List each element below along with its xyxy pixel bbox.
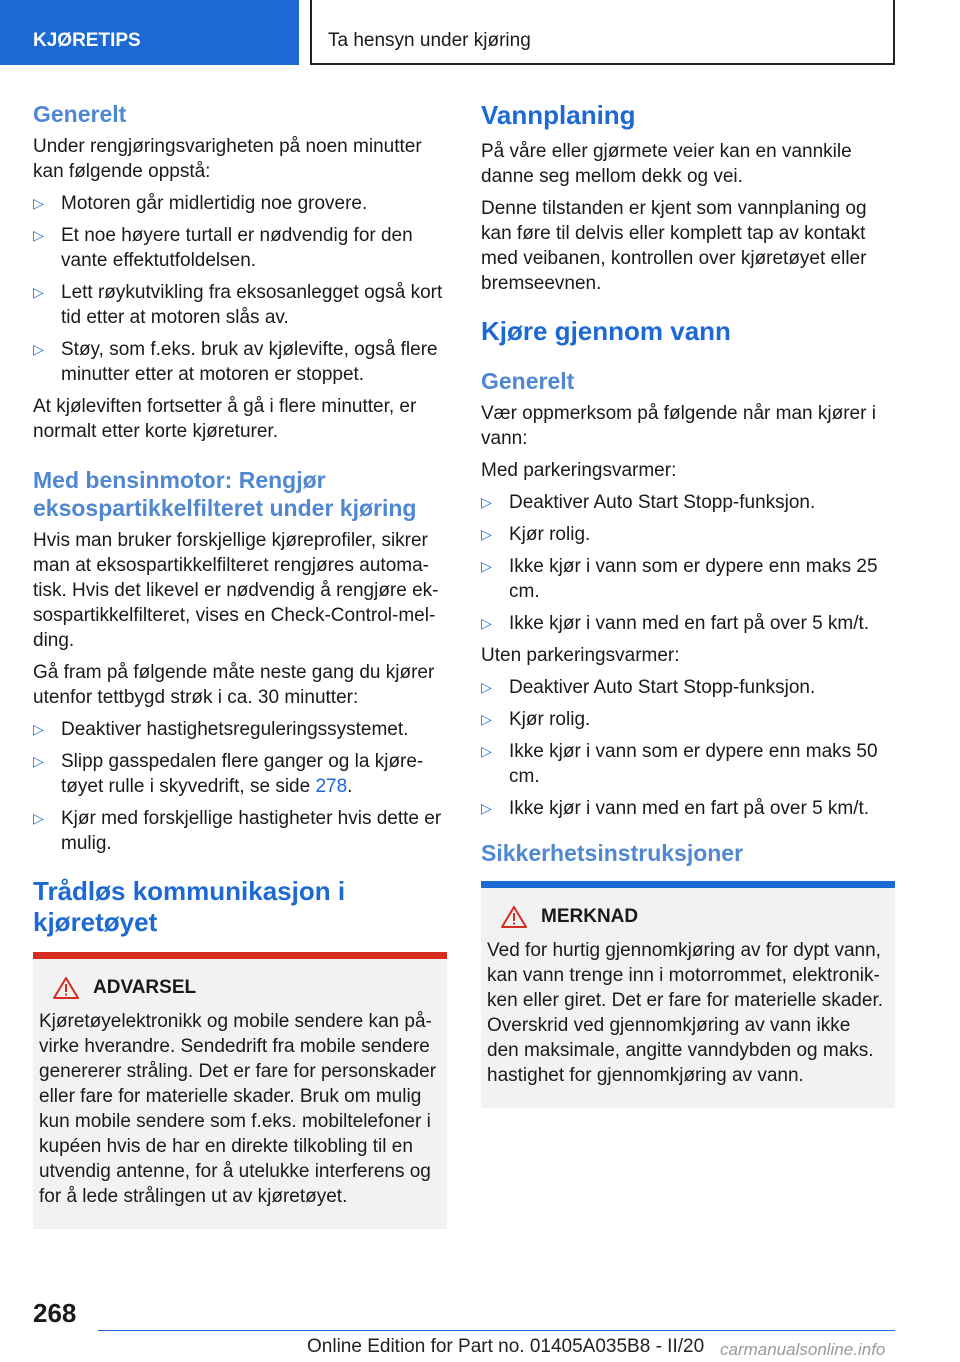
triangle-bullet-icon: ▷ bbox=[33, 810, 44, 826]
vannplaning-heading: Vannplaning bbox=[481, 100, 636, 130]
med-list bbox=[481, 490, 895, 636]
advarsel-header bbox=[39, 977, 439, 999]
list-item: ▷ Deaktiver Auto Start Stopp-funksjon. bbox=[481, 492, 816, 513]
bensin-paragraph-2: Gå fram på følgende måte neste gang du kjører utenfor tettbygd strøk i ca. 30 minutter: bbox=[33, 662, 435, 708]
list-item: ▷ Motoren går midlertidig noe grovere. bbox=[33, 193, 368, 214]
triangle-bullet-icon: ▷ bbox=[33, 227, 44, 243]
list-item: ▷ Kjør rolig. bbox=[481, 709, 591, 730]
right-column bbox=[481, 100, 895, 1108]
advarsel-text: Kjøretøyelektronikk og mobile sendere kan påvirke hverandre. Sendedrift fra mobile sendere genererer stråling. Det er fare for personskader eller fare for materielle skader. Bruk om mulig kun mobile sendere som f.eks. mobiltelefoner i kupéen hvis de har en direkte tilkobling til en utvendig antenne, for å utelukke interferens og for å lede strålingen ut av kjøretøyet. bbox=[39, 1011, 437, 1207]
list-item: ▷ Ikke kjør i vann som er dypere enn maks 25 cm. bbox=[481, 556, 878, 602]
triangle-bullet-icon: ▷ bbox=[33, 341, 44, 357]
list-item: ▷ Kjør rolig. bbox=[481, 524, 591, 545]
triangle-bullet-icon: ▷ bbox=[481, 558, 492, 574]
footer-divider bbox=[98, 1330, 895, 1331]
generelt-intro: Under rengjøringsvarigheten på noen minutter kan følgende oppstå: bbox=[33, 136, 422, 182]
vannplaning-paragraph-1: På våre eller gjørmete veier kan en vannkile danne seg mellom dekk og vei. bbox=[481, 141, 852, 187]
watermark: carmanualsonline.info bbox=[720, 1340, 886, 1359]
bensin-list bbox=[33, 717, 447, 856]
warning-triangle-icon bbox=[53, 977, 79, 999]
vann-generelt-heading: Generelt bbox=[481, 368, 575, 394]
page-number: 268 bbox=[33, 1298, 77, 1328]
vannplaning-paragraph-2: Denne tilstanden er kjent som vannplaning og kan føre til delvis eller komplett tap av kontakt med veibanen, kontrollen over kjøretøyet eller bremseevnen. bbox=[481, 198, 867, 294]
bensin-heading: Med bensinmotor: Rengjør eksospartikkelfilteret under kjøring bbox=[33, 467, 417, 521]
page-reference-link[interactable]: 278 bbox=[315, 776, 348, 797]
list-item: ▷ Ikke kjør i vann som er dypere enn maks 50 cm. bbox=[481, 741, 878, 787]
med-parkeringsvarmer-label: Med parkeringsvarmer: bbox=[481, 460, 677, 481]
generelt-outro: At kjøleviften fortsetter å gå i flere minutter, er normalt etter korte kjøreturer. bbox=[33, 396, 417, 442]
list-item: ▷ Kjør med forskjellige hastigheter hvis dette er mulig. bbox=[33, 808, 442, 854]
tradlos-heading: Trådløs kommunikasjon i kjøretøyet bbox=[33, 876, 346, 937]
page-header bbox=[310, 0, 895, 65]
warning-triangle-icon bbox=[501, 906, 527, 928]
vann-heading: Kjøre gjennom vann bbox=[481, 316, 731, 346]
vann-generelt-intro: Vær oppmerksom på følgende når man kjører i vann: bbox=[481, 403, 876, 449]
list-item: ▷ Slipp gasspedalen flere ganger og la kjøretøyet rulle i skyvedrift, se side 278. bbox=[33, 751, 424, 797]
section-tab bbox=[0, 0, 299, 65]
uten-parkeringsvarmer-label: Uten parkeringsvarmer: bbox=[481, 645, 680, 666]
list-item: ▷ Ikke kjør i vann med en fart på over 5 km/t. bbox=[481, 613, 870, 634]
generelt-heading: Generelt bbox=[33, 101, 127, 127]
triangle-bullet-icon: ▷ bbox=[33, 284, 44, 300]
section-label: KJØRETIPS bbox=[33, 30, 141, 51]
triangle-bullet-icon: ▷ bbox=[481, 615, 492, 631]
triangle-bullet-icon: ▷ bbox=[481, 711, 492, 727]
uten-list bbox=[481, 675, 895, 821]
advarsel-box bbox=[33, 952, 447, 1229]
triangle-bullet-icon: ▷ bbox=[33, 195, 44, 211]
left-column bbox=[33, 100, 447, 1229]
list-item: ▷ Lett røykutvikling fra eksosanlegget også kort tid etter at motoren slås av. bbox=[33, 282, 443, 328]
triangle-bullet-icon: ▷ bbox=[481, 743, 492, 759]
merknad-box bbox=[481, 881, 895, 1108]
page-header-title: Ta hensyn under kjøring bbox=[328, 30, 531, 51]
footer-edition: Online Edition for Part no. 01405A035B8 - II/20 bbox=[307, 1336, 705, 1357]
list-item: ▷ Deaktiver Auto Start Stopp-funksjon. bbox=[481, 677, 816, 698]
generelt-list bbox=[33, 191, 447, 387]
triangle-bullet-icon: ▷ bbox=[481, 494, 492, 510]
bensin-paragraph-1: Hvis man bruker forskjellige kjøreprofiler, sikrer man at eksospartikkelfilteret rengjøres automatisk. Hvis det likevel er nødvendig å rengjøre eksospartikkelfilteret, vises en Check-Control-melding. bbox=[33, 530, 439, 651]
merknad-text: Ved for hurtig gjennomkjøring av for dypt vann, kan vann trenge inn i motorrommet, elektronikken eller giret. Det er fare for materielle skader. Overskrid ved gjennomkjøring av vann ikke den maksimale, angitte vanndybden og maks. hastighet for gjennomkjøring av vann. bbox=[487, 940, 884, 1086]
list-item: ▷ Deaktiver hastighetsreguleringssystemet. bbox=[33, 719, 409, 740]
advarsel-label: ADVARSEL bbox=[93, 977, 197, 998]
list-item: ▷ Ikke kjør i vann med en fart på over 5 km/t. bbox=[481, 798, 870, 819]
triangle-bullet-icon: ▷ bbox=[33, 753, 44, 769]
list-item: ▷ Støy, som f.eks. bruk av kjølevifte, også flere minutter etter at motoren er stoppet. bbox=[33, 339, 438, 385]
merknad-label: MERKNAD bbox=[541, 906, 639, 927]
triangle-bullet-icon: ▷ bbox=[481, 679, 492, 695]
triangle-bullet-icon: ▷ bbox=[33, 721, 44, 737]
list-item: ▷ Et noe høyere turtall er nødvendig for den vante effektutfoldelsen. bbox=[33, 225, 413, 271]
triangle-bullet-icon: ▷ bbox=[481, 800, 492, 816]
merknad-header bbox=[487, 906, 887, 928]
sikkerhet-heading: Sikkerhetsinstruksjoner bbox=[481, 840, 744, 866]
triangle-bullet-icon: ▷ bbox=[481, 526, 492, 542]
